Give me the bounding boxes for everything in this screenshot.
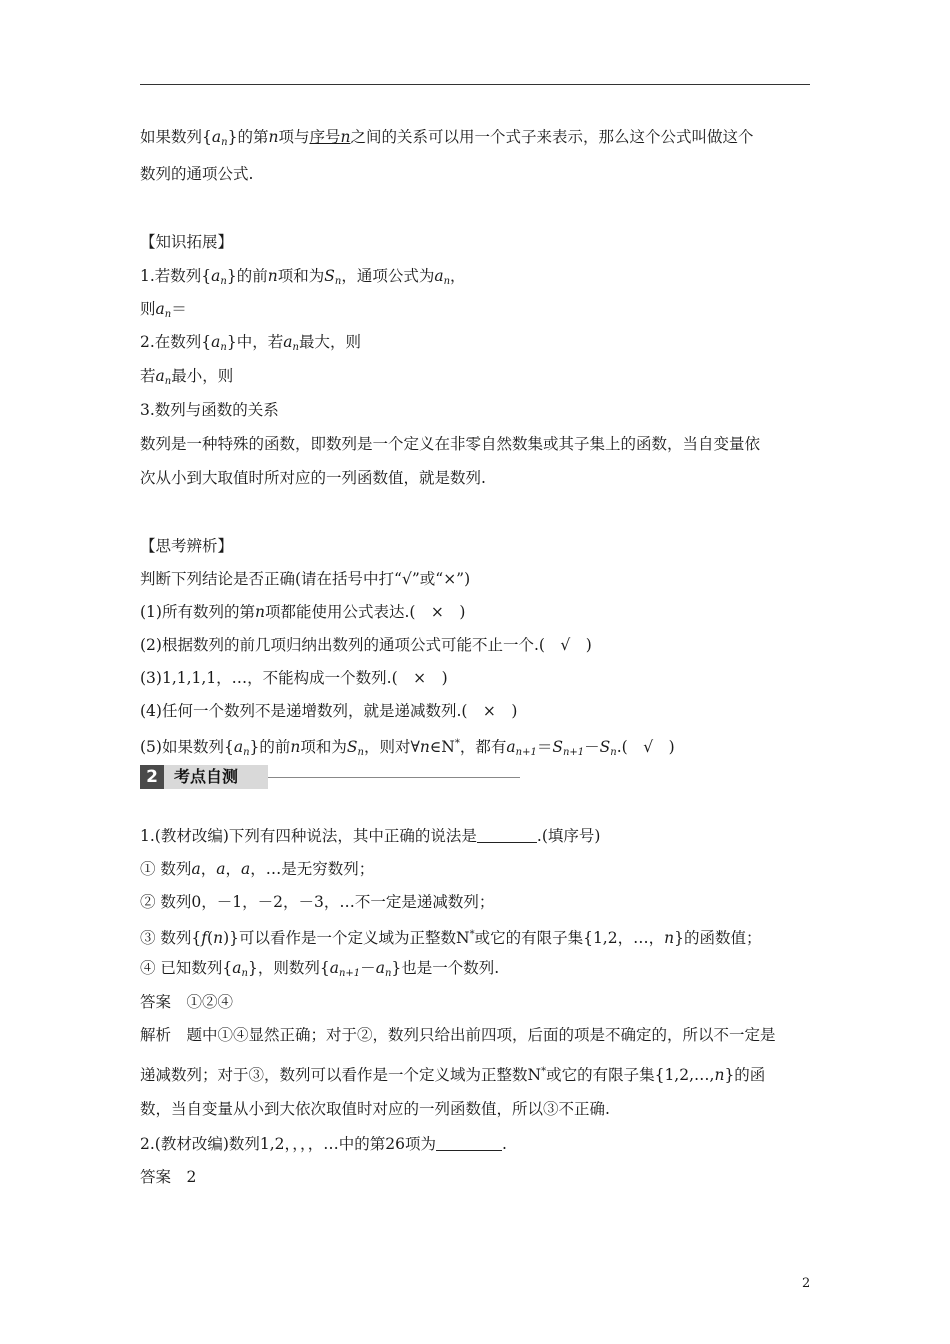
ext-item-3-line-1: 数列是一种特殊的函数，即数列是一个定义在非零自然数集或其子集上的函数，当自变量依 — [140, 435, 761, 453]
section-banner — [140, 765, 520, 789]
page-number: 2 — [802, 1276, 811, 1291]
think-q2: (2)根据数列的前几项归纳出数列的通项公式可能不止一个.( √ ) — [140, 636, 592, 654]
answer-blank — [436, 1136, 502, 1151]
self-q1-option-3: ③ 数列{f(n)}可以看作是一个定义域为正整数N*或它的有限子集{1,2，…，n}的函数值； — [140, 929, 762, 947]
self-q1-option-1: ① 数列a，a，a，…是无穷数列； — [140, 860, 375, 878]
self-q1: 1.(教材改编)下列有四种说法，其中正确的说法是 .(填序号) — [140, 827, 601, 845]
ext-heading: 【知识拓展】 — [140, 233, 234, 251]
section-number: 2 — [140, 765, 164, 789]
think-heading: 【思考辨析】 — [140, 537, 234, 555]
intro-line-2: 数列的通项公式. — [140, 165, 254, 183]
ext-item-3: 3.数列与函数的关系 — [140, 401, 279, 419]
think-q4: (4)任何一个数列不是递增数列，就是递减数列.( × ) — [140, 702, 518, 720]
self-q1-explain-2: 递减数列；对于③，数列可以看作是一个定义域为正整数N*或它的有限子集{1,2,…,n}的函 — [140, 1066, 766, 1084]
self-q1-explain-1: 解析 题中①④显然正确；对于②，数列只给出前四项，后面的项是不确定的，所以不一定是 — [140, 1026, 776, 1044]
ext-item-3-line-2: 次从小到大取值时所对应的一列函数值，就是数列. — [140, 469, 486, 487]
think-q5: (5)如果数列$\{a_n\}$的前n项和为$S_n$，则对∀n∈N*，都有$a_{n+1}=S_{n+1}-S_n$.( √ ) — [140, 738, 675, 758]
think-q1: (1)所有数列的第n项都能使用公式表达.( × ) — [140, 603, 466, 621]
ext-item-1-then: 则$a_n=$ — [140, 300, 187, 320]
self-q2-answer: 答案 2 — [140, 1168, 197, 1186]
self-q1-option-4: ④ 已知数列$\{a_n\}$，则数列$\{a_{n+1}-a_n\}$也是一个数列. — [140, 959, 500, 979]
self-q1-option-2: ② 数列0，－1，－2，－3，…不一定是递减数列； — [140, 893, 495, 911]
section-banner-line — [268, 777, 520, 778]
self-q1-answer: 答案 ①②④ — [140, 993, 234, 1011]
ext-item-1: 1.若数列$\{a_n\}$的前n项和为$S_n$，通项公式为$a_n$， — [140, 267, 466, 287]
header-rule — [140, 84, 810, 85]
self-q1-explain-3: 数，当自变量从小到大依次取值时对应的一列函数值，所以③不正确. — [140, 1100, 610, 1118]
think-q3: (3)1,1,1,1，…，不能构成一个数列.( × ) — [140, 669, 448, 687]
ext-item-2: 2.在数列$\{a_n\}$中，若$a_n$最大，则 — [140, 333, 361, 353]
think-lead: 判断下列结论是否正确(请在括号中打“√”或“×”) — [140, 570, 471, 588]
self-q2: 2.(教材改编)数列1,2，，，，…中的第26项为 . — [140, 1135, 507, 1153]
ext-item-2-min: 若$a_n$最小，则 — [140, 367, 234, 387]
answer-blank — [477, 828, 537, 843]
intro-line-1: 如果数列$\{a_n\}$的第n项与序号n之间的关系可以用一个式子来表示，那么这个公式叫做这个 — [140, 128, 754, 148]
section-title: 考点自测 — [174, 767, 239, 786]
